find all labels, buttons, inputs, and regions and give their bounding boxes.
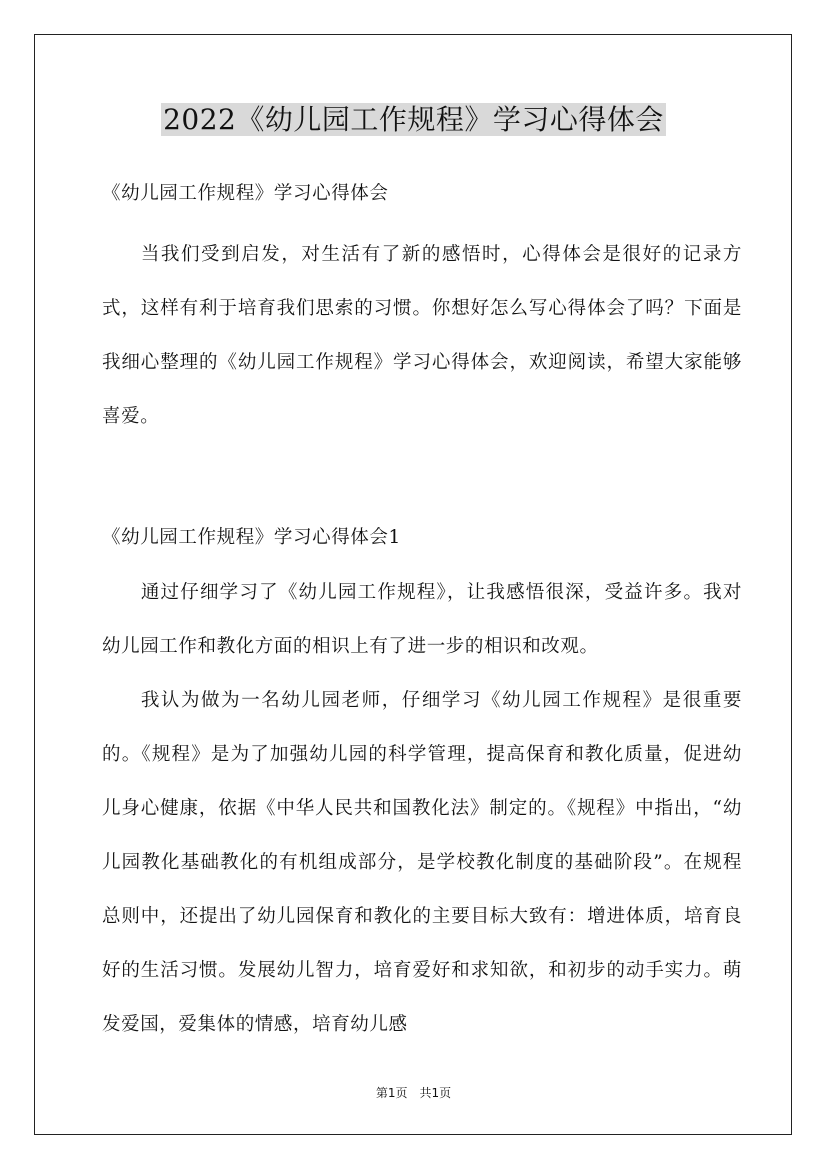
document-body (102, 172, 742, 1052)
body-paragraph-1: 通过仔细学习了《幼儿园工作规程》，让我感悟很深，受益许多。我对幼儿园工作和教化方面的相识上有了进一步的相识和改观。 (102, 582, 742, 657)
spacer (102, 444, 742, 516)
page-footer (0, 1084, 827, 1101)
document-title (0, 98, 827, 142)
document-title-text: 2022《幼儿园工作规程》学习心得体会 (163, 103, 664, 136)
intro-heading: 《幼儿园工作规程》学习心得体会 (102, 183, 389, 204)
intro-paragraph: 当我们受到启发，对生活有了新的感悟时，心得体会是很好的记录方式，这样有利于培育我们思索的习惯。你想好怎么写心得体会了吗？下面是我细心整理的《幼儿园工作规程》学习心得体会，欢迎阅读，希望大家能够喜爱。 (102, 244, 742, 427)
section-heading: 《幼儿园工作规程》学习心得体会1 (102, 527, 401, 548)
spacer (102, 216, 742, 228)
body-paragraph-2: 我认为做为一名幼儿园老师，仔细学习《幼儿园工作规程》是很重要的。《规程》是为了加强幼儿园的科学管理，提高保育和教化质量，促进幼儿身心健康，依据《中华人民共和国教化法》制定的。《规程》中指出，“幼儿园教化基础教化的有机组成部分，是学校教化制度的基础阶段”。在规程总则中，还提出了幼儿园保育和教化的主要目标大致有：增进体质，培育良好的生活习惯。发展幼儿智力，培育爱好和求知欲，和初步的动手实力。萌发爱国，爱集体的情感，培育幼儿感 (102, 690, 742, 1035)
page-number: 第1页 (375, 1086, 408, 1100)
page-total: 共1页 (419, 1086, 452, 1100)
